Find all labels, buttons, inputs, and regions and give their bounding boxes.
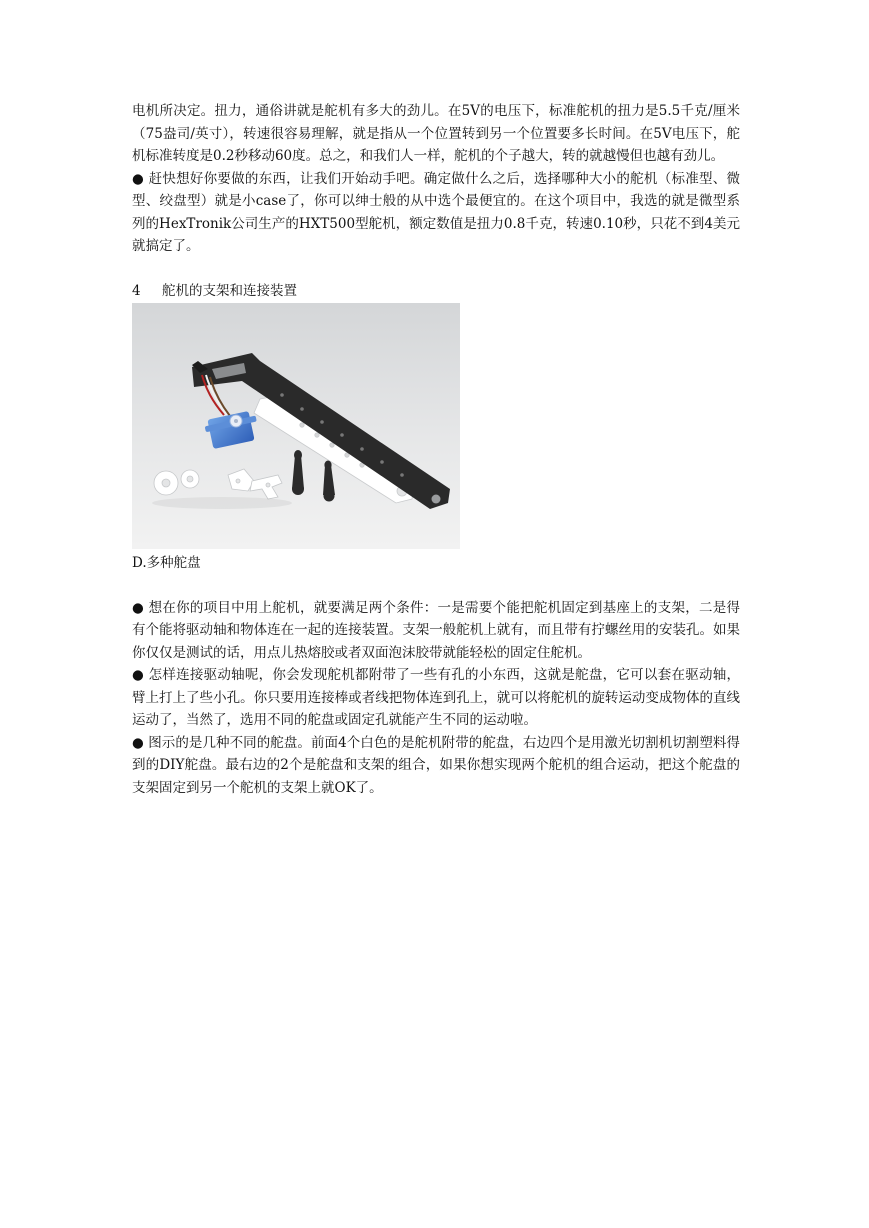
figure-caption: D.多种舵盘 [132,554,201,571]
section-heading [132,280,740,303]
bullet-paragraph-horn-types: ● 图示的是几种不同的舵盘。前面4个白色的是舵机附带的舵盘，右边四个是用激光切割机切割塑料得到的DIY舵盘。最右边的2个是舵盘和支架的组合，如果你想实现两个舵机的组合运动，把这个舵盘的支架固定到另一个舵机的支架上就OK了。 [132,734,740,796]
bullet-paragraph-drive-shaft: ● 怎样连接驱动轴呢，你会发现舵机都附带了一些有孔的小东西，这就是舵盘，它可以套在驱动轴，臂上打上了些小孔。你只要用连接棒或者线把物体连到孔上，就可以将舵机的旋转运动变成物体的直线运动了，当然了，选用不同的舵盘或固定孔就能产生不同的运动啦。 [132,667,740,728]
document-page [132,100,740,799]
section-title: 舵机的支架和连接装置 [162,283,297,299]
section-number: 4 [132,283,141,299]
spacer [132,574,740,597]
spacer [132,258,740,281]
servo-horns-photo [132,303,460,549]
bullet-paragraph-servo-choice: ● 赶快想好你要做的东西，让我们开始动手吧。确定做什么之后，选择哪种大小的舵机（标准型、微型、绞盘型）就是小case了，你可以绅士般的从中选个最便宜的。在这个项目中，我选的就是微型系列的HexTronik公司生产的HXT500型舵机，额定数值是扭力0.8千克，转速0.10秒，只花不到4美元就搞定了。 [132,170,740,254]
bullet-paragraph-mounting: ● 想在你的项目中用上舵机，就要满足两个条件：一是需要个能把舵机固定到基座上的支架，二是得有个能将驱动轴和物体连在一起的连接装置。支架一般舵机上就有，而且带有拧螺丝用的安装孔。如果你仅仅是测试的话，用点儿热熔胶或者双面泡沫胶带就能轻松的固定住舵机。 [132,599,740,661]
intro-paragraph: 电机所决定。扭力，通俗讲就是舵机有多大的劲儿。在5V的电压下，标准舵机的扭力是5.5千克/厘米（75盎司/英寸），转速很容易理解，就是指从一个位置转到另一个位置要多长时间。在5V电压下，舵机标准转度是0.2秒移动60度。总之，和我们人一样，舵机的个子越大，转的就越慢但也越有劲儿。 [132,103,740,164]
